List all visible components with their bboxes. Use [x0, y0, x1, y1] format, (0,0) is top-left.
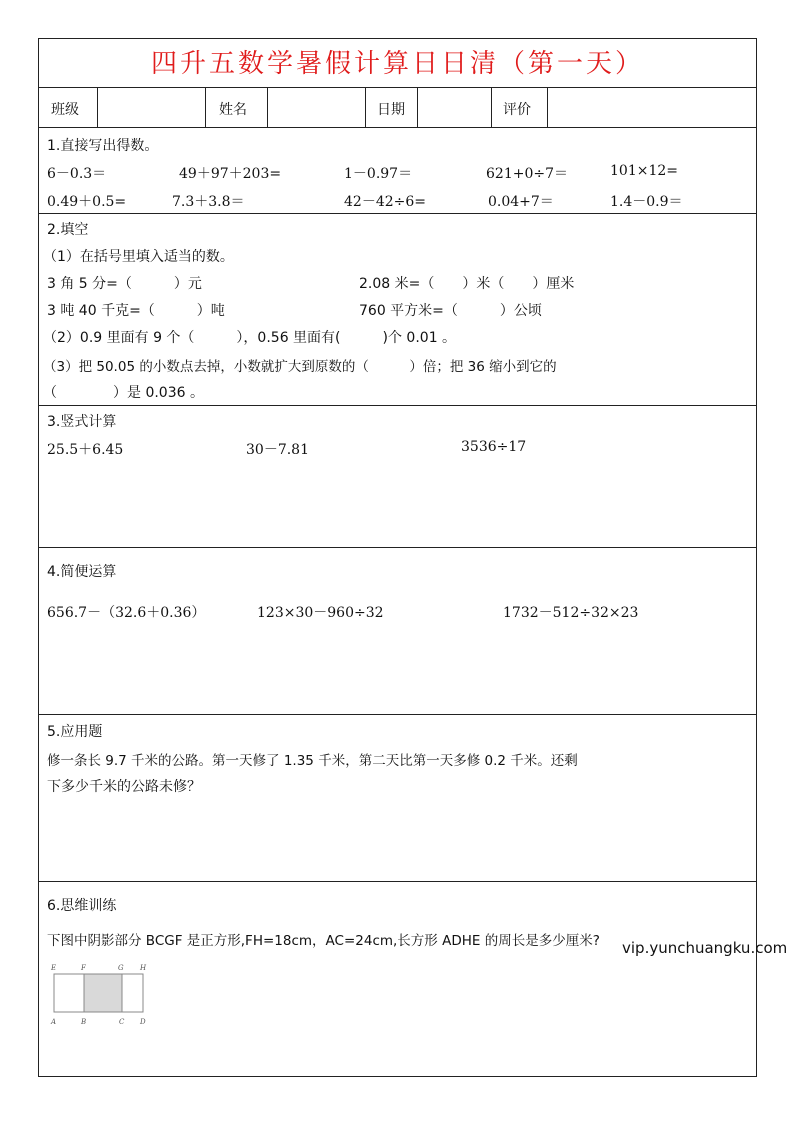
section-heading: 4.简便运算 — [47, 564, 117, 580]
divider — [39, 547, 756, 548]
problem: 49＋97＋203= — [179, 166, 282, 182]
fill-blank: （ ）是 0.036 。 — [43, 385, 204, 401]
watermark: vip.yunchuangku.com — [622, 939, 788, 957]
label-e: E — [51, 964, 57, 972]
problem: 656.7－（32.6＋0.36） — [47, 605, 206, 621]
fill-blank: 2.08 米=（ ）米（ ）厘米 — [359, 276, 575, 292]
problem: 1－0.97＝ — [344, 166, 413, 182]
fill-blank: （2）0.9 里面有 9 个（ ），0.56 里面有( )个 0.01 。 — [43, 330, 457, 346]
problem: 1732－512÷32×23 — [503, 605, 639, 621]
eval-label: 评价 — [503, 102, 531, 118]
problem: 6－0.3＝ — [47, 166, 107, 182]
label-f: F — [81, 964, 86, 972]
cell-divider — [205, 87, 206, 127]
problem: 0.04+7＝ — [488, 194, 554, 210]
problem: 0.49＋0.5= — [47, 194, 127, 210]
reasoning-problem: 下图中阴影部分 BCGF 是正方形,FH=18cm，AC=24cm,长方形 ADHE 的周长是多少厘米? — [47, 933, 600, 949]
section-heading: 5.应用题 — [47, 724, 103, 740]
label-c: C — [119, 1018, 125, 1026]
name-field[interactable] — [267, 87, 268, 127]
problem: 30－7.81 — [246, 442, 309, 458]
divider — [39, 881, 756, 882]
class-field[interactable] — [97, 87, 98, 127]
name-label: 姓名 — [219, 102, 247, 118]
fill-blank: 760 平方米=（ ）公顷 — [359, 303, 542, 319]
rectangle-figure — [47, 960, 157, 1030]
label-d: D — [140, 1018, 146, 1026]
problem: 101×12= — [610, 163, 678, 179]
page-title: 四升五数学暑假计算日日清（第一天） — [150, 49, 644, 79]
section-heading: 1.直接写出得数。 — [47, 138, 159, 154]
worksheet-frame — [38, 38, 757, 1077]
shaded-square-bcgf — [84, 974, 122, 1012]
divider — [39, 213, 756, 214]
divider — [39, 714, 756, 715]
problem: 123×30－960÷32 — [257, 605, 384, 621]
date-field[interactable] — [417, 87, 418, 127]
cell-divider — [365, 87, 366, 127]
divider — [39, 127, 756, 128]
section-heading: 3.竖式计算 — [47, 414, 117, 430]
section-heading: 6.思维训练 — [47, 898, 117, 914]
divider — [39, 87, 756, 88]
class-label: 班级 — [51, 102, 79, 118]
fill-blank: 3 吨 40 千克=（ ）吨 — [47, 303, 225, 319]
prompt: （1）在括号里填入适当的数。 — [43, 249, 234, 265]
divider — [39, 405, 756, 406]
problem: 7.3＋3.8＝ — [172, 194, 245, 210]
section-heading: 2.填空 — [47, 222, 89, 238]
eval-field[interactable] — [547, 87, 548, 127]
problem: 621+0÷7＝ — [486, 166, 568, 182]
problem: 25.5＋6.45 — [47, 442, 124, 458]
word-problem: 修一条长 9.7 千米的公路。第一天修了 1.35 千米，第二天比第一天多修 0.2 千米。还剩 — [47, 753, 578, 769]
problem: 1.4－0.9＝ — [610, 194, 683, 210]
problem: 42－42÷6= — [344, 194, 426, 210]
label-h: H — [140, 964, 147, 972]
label-a: A — [51, 1018, 57, 1026]
fill-blank: 3 角 5 分=（ ）元 — [47, 276, 202, 292]
label-g: G — [118, 964, 124, 972]
fill-blank: （3）把 50.05 的小数点去掉，小数就扩大到原数的（ ）倍；把 36 缩小到它的 — [43, 359, 557, 375]
cell-divider — [491, 87, 492, 127]
problem: 3536÷17 — [461, 439, 527, 455]
word-problem: 下多少千米的公路未修？ — [47, 779, 201, 795]
label-b: B — [81, 1018, 87, 1026]
date-label: 日期 — [377, 102, 405, 118]
